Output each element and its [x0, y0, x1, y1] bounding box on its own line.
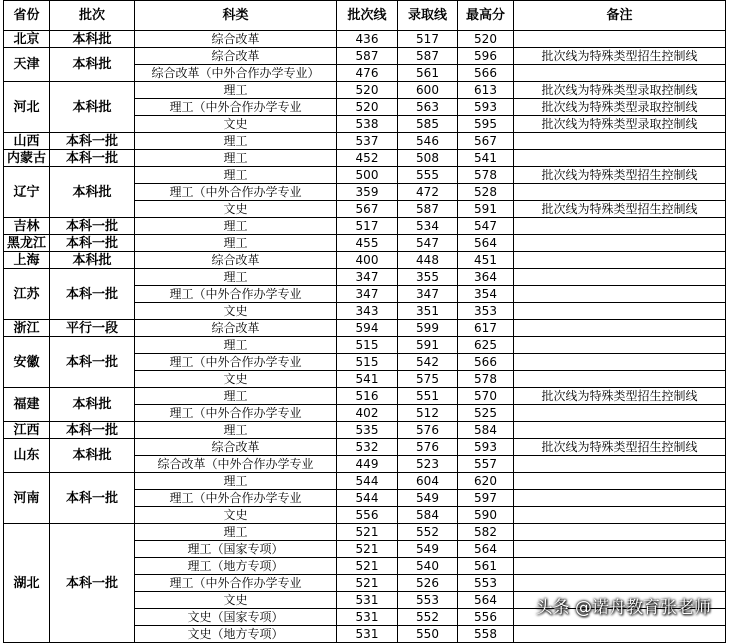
table-row	[4, 269, 726, 286]
admission-line-cell: 563	[398, 99, 458, 116]
subject-cell: 理工（中外合作办学专业	[135, 286, 337, 303]
admission-line-cell: 534	[398, 218, 458, 235]
max-score-cell: 566	[458, 354, 514, 371]
max-score-cell: 564	[458, 235, 514, 252]
notes-cell	[514, 490, 726, 507]
batch-line-cell: 587	[337, 48, 398, 65]
batch-cell: 本科一批	[50, 218, 135, 235]
province-cell: 天津	[4, 48, 50, 82]
header-max-score: 最高分	[458, 1, 514, 31]
header-batch: 批次	[50, 1, 135, 31]
batch-line-cell: 532	[337, 439, 398, 456]
subject-cell: 理工	[135, 473, 337, 490]
province-cell: 河南	[4, 473, 50, 524]
max-score-cell: 613	[458, 82, 514, 99]
max-score-cell: 528	[458, 184, 514, 201]
admission-line-cell: 549	[398, 490, 458, 507]
province-cell: 江苏	[4, 269, 50, 320]
province-cell: 内蒙古	[4, 150, 50, 167]
subject-cell: 文史	[135, 303, 337, 320]
admission-line-cell: 547	[398, 235, 458, 252]
notes-cell	[514, 269, 726, 286]
subject-cell: 文史	[135, 592, 337, 609]
max-score-cell: 570	[458, 388, 514, 405]
batch-line-cell: 520	[337, 82, 398, 99]
admission-line-cell: 448	[398, 252, 458, 269]
subject-cell: 文史	[135, 116, 337, 133]
admission-line-cell: 599	[398, 320, 458, 337]
batch-line-cell: 452	[337, 150, 398, 167]
admission-line-cell: 523	[398, 456, 458, 473]
admission-line-cell: 551	[398, 388, 458, 405]
admission-line-cell: 587	[398, 201, 458, 218]
subject-cell: 理工（国家专项）	[135, 541, 337, 558]
batch-line-cell: 402	[337, 405, 398, 422]
batch-cell: 本科一批	[50, 337, 135, 388]
max-score-cell: 591	[458, 201, 514, 218]
batch-line-cell: 359	[337, 184, 398, 201]
subject-cell: 综合改革（中外合作办学专业	[135, 456, 337, 473]
province-cell: 江西	[4, 422, 50, 439]
province-cell: 福建	[4, 388, 50, 422]
province-cell: 吉林	[4, 218, 50, 235]
table-row	[4, 218, 726, 235]
notes-cell	[514, 405, 726, 422]
notes-cell	[514, 31, 726, 48]
table-row	[4, 252, 726, 269]
province-cell: 黑龙江	[4, 235, 50, 252]
notes-cell	[514, 524, 726, 541]
max-score-cell: 578	[458, 371, 514, 388]
admission-line-cell: 552	[398, 524, 458, 541]
admission-line-cell: 585	[398, 116, 458, 133]
province-cell: 湖北	[4, 524, 50, 643]
subject-cell: 理工（中外合作办学专业	[135, 184, 337, 201]
notes-cell: 批次线为特殊类型录取控制线	[514, 82, 726, 99]
subject-cell: 理工	[135, 235, 337, 252]
subject-cell: 理工	[135, 82, 337, 99]
batch-line-cell: 516	[337, 388, 398, 405]
max-score-cell: 597	[458, 490, 514, 507]
notes-cell	[514, 303, 726, 320]
notes-cell: 批次线为特殊类型招生控制线	[514, 201, 726, 218]
notes-cell: 批次线为特殊类型招生控制线	[514, 48, 726, 65]
batch-line-cell: 343	[337, 303, 398, 320]
header-province: 省份	[4, 1, 50, 31]
max-score-cell: 620	[458, 473, 514, 490]
batch-cell: 本科批	[50, 439, 135, 473]
admission-line-cell: 584	[398, 507, 458, 524]
table-row	[4, 235, 726, 252]
batch-line-cell: 515	[337, 337, 398, 354]
max-score-cell: 553	[458, 575, 514, 592]
admission-line-cell: 526	[398, 575, 458, 592]
notes-cell: 批次线为特殊类型招生控制线	[514, 167, 726, 184]
subject-cell: 综合改革	[135, 439, 337, 456]
max-score-cell: 354	[458, 286, 514, 303]
notes-cell	[514, 507, 726, 524]
max-score-cell: 364	[458, 269, 514, 286]
batch-line-cell: 347	[337, 286, 398, 303]
admission-line-cell: 587	[398, 48, 458, 65]
admission-line-cell: 472	[398, 184, 458, 201]
batch-cell: 本科一批	[50, 133, 135, 150]
subject-cell: 综合改革	[135, 320, 337, 337]
batch-cell: 本科一批	[50, 235, 135, 252]
max-score-cell: 584	[458, 422, 514, 439]
table-row	[4, 320, 726, 337]
notes-cell	[514, 337, 726, 354]
subject-cell: 文史（国家专项）	[135, 609, 337, 626]
subject-cell: 理工	[135, 524, 337, 541]
admission-line-cell: 549	[398, 541, 458, 558]
table-row	[4, 524, 726, 541]
batch-cell: 本科批	[50, 388, 135, 422]
admission-line-cell: 351	[398, 303, 458, 320]
batch-line-cell: 455	[337, 235, 398, 252]
subject-cell: 理工（中外合作办学专业	[135, 99, 337, 116]
subject-cell: 综合改革	[135, 31, 337, 48]
admission-score-table	[3, 0, 726, 643]
subject-cell: 理工（中外合作办学专业	[135, 575, 337, 592]
header-admission-line: 录取线	[398, 1, 458, 31]
notes-cell	[514, 286, 726, 303]
table-body	[4, 31, 726, 643]
province-cell: 北京	[4, 31, 50, 48]
admission-line-cell: 604	[398, 473, 458, 490]
admission-line-cell: 517	[398, 31, 458, 48]
admission-line-cell: 512	[398, 405, 458, 422]
admission-line-cell: 542	[398, 354, 458, 371]
batch-line-cell: 544	[337, 473, 398, 490]
batch-line-cell: 567	[337, 201, 398, 218]
batch-line-cell: 556	[337, 507, 398, 524]
batch-line-cell: 594	[337, 320, 398, 337]
admission-line-cell: 576	[398, 422, 458, 439]
max-score-cell: 593	[458, 439, 514, 456]
max-score-cell: 547	[458, 218, 514, 235]
admission-line-cell: 540	[398, 558, 458, 575]
max-score-cell: 525	[458, 405, 514, 422]
table-row	[4, 337, 726, 354]
province-cell: 安徽	[4, 337, 50, 388]
max-score-cell: 558	[458, 626, 514, 643]
batch-cell: 本科一批	[50, 473, 135, 524]
subject-cell: 理工	[135, 337, 337, 354]
batch-cell: 本科批	[50, 82, 135, 133]
max-score-cell: 564	[458, 592, 514, 609]
subject-cell: 理工（中外合作办学专业	[135, 490, 337, 507]
admission-line-cell: 600	[398, 82, 458, 99]
batch-cell: 本科批	[50, 252, 135, 269]
batch-line-cell: 521	[337, 541, 398, 558]
province-cell: 山西	[4, 133, 50, 150]
notes-cell	[514, 575, 726, 592]
subject-cell: 综合改革	[135, 252, 337, 269]
notes-cell	[514, 65, 726, 82]
table-row	[4, 133, 726, 150]
max-score-cell: 617	[458, 320, 514, 337]
max-score-cell: 556	[458, 609, 514, 626]
subject-cell: 理工	[135, 167, 337, 184]
subject-cell: 理工	[135, 150, 337, 167]
admission-line-cell: 355	[398, 269, 458, 286]
batch-cell: 本科一批	[50, 150, 135, 167]
batch-line-cell: 531	[337, 592, 398, 609]
batch-line-cell: 515	[337, 354, 398, 371]
province-cell: 上海	[4, 252, 50, 269]
batch-line-cell: 531	[337, 609, 398, 626]
province-cell: 浙江	[4, 320, 50, 337]
header-subject: 科类	[135, 1, 337, 31]
subject-cell: 理工	[135, 133, 337, 150]
subject-cell: 理工	[135, 269, 337, 286]
subject-cell: 理工（中外合作办学专业	[135, 354, 337, 371]
notes-cell	[514, 150, 726, 167]
subject-cell: 文史	[135, 371, 337, 388]
max-score-cell: 541	[458, 150, 514, 167]
subject-cell: 文史	[135, 507, 337, 524]
notes-cell	[514, 133, 726, 150]
max-score-cell: 596	[458, 48, 514, 65]
notes-cell	[514, 218, 726, 235]
province-cell: 辽宁	[4, 167, 50, 218]
notes-cell	[514, 422, 726, 439]
notes-cell	[514, 473, 726, 490]
batch-line-cell: 521	[337, 558, 398, 575]
batch-cell: 本科批	[50, 48, 135, 82]
subject-cell: 理工（地方专项）	[135, 558, 337, 575]
table-row	[4, 48, 726, 65]
subject-cell: 理工（中外合作办学专业	[135, 405, 337, 422]
table-row	[4, 31, 726, 48]
batch-line-cell: 347	[337, 269, 398, 286]
max-score-cell: 593	[458, 99, 514, 116]
admission-line-cell: 553	[398, 592, 458, 609]
notes-cell	[514, 252, 726, 269]
subject-cell: 文史	[135, 201, 337, 218]
batch-line-cell: 541	[337, 371, 398, 388]
max-score-cell: 353	[458, 303, 514, 320]
admission-line-cell: 552	[398, 609, 458, 626]
notes-cell	[514, 184, 726, 201]
subject-cell: 综合改革（中外合作办学专业）	[135, 65, 337, 82]
max-score-cell: 566	[458, 65, 514, 82]
notes-cell	[514, 320, 726, 337]
batch-line-cell: 476	[337, 65, 398, 82]
notes-cell	[514, 541, 726, 558]
notes-cell	[514, 558, 726, 575]
max-score-cell: 557	[458, 456, 514, 473]
batch-line-cell: 400	[337, 252, 398, 269]
batch-line-cell: 500	[337, 167, 398, 184]
table-row	[4, 473, 726, 490]
max-score-cell: 567	[458, 133, 514, 150]
notes-cell	[514, 354, 726, 371]
admission-line-cell: 575	[398, 371, 458, 388]
notes-cell: 批次线为特殊类型招生控制线	[514, 439, 726, 456]
notes-cell: 批次线为特殊类型招生控制线	[514, 388, 726, 405]
batch-cell: 本科一批	[50, 422, 135, 439]
max-score-cell: 520	[458, 31, 514, 48]
admission-line-cell: 561	[398, 65, 458, 82]
max-score-cell: 590	[458, 507, 514, 524]
admission-line-cell: 555	[398, 167, 458, 184]
batch-line-cell: 521	[337, 575, 398, 592]
table-row	[4, 167, 726, 184]
max-score-cell: 595	[458, 116, 514, 133]
admission-line-cell: 508	[398, 150, 458, 167]
admission-line-cell: 576	[398, 439, 458, 456]
batch-cell: 本科批	[50, 167, 135, 218]
batch-cell: 本科批	[50, 31, 135, 48]
batch-line-cell: 538	[337, 116, 398, 133]
batch-line-cell: 535	[337, 422, 398, 439]
max-score-cell: 564	[458, 541, 514, 558]
batch-cell: 平行一段	[50, 320, 135, 337]
watermark-text: 头条 @诺舟教育张老师	[535, 598, 711, 618]
admission-line-cell: 347	[398, 286, 458, 303]
notes-cell: 批次线为特殊类型录取控制线	[514, 99, 726, 116]
province-cell: 河北	[4, 82, 50, 133]
batch-line-cell: 520	[337, 99, 398, 116]
batch-line-cell: 436	[337, 31, 398, 48]
batch-line-cell: 521	[337, 524, 398, 541]
admission-line-cell: 591	[398, 337, 458, 354]
table-row	[4, 388, 726, 405]
table-row	[4, 150, 726, 167]
province-cell: 山东	[4, 439, 50, 473]
header-row	[4, 1, 726, 31]
admission-line-cell: 546	[398, 133, 458, 150]
batch-line-cell: 537	[337, 133, 398, 150]
batch-line-cell: 544	[337, 490, 398, 507]
notes-cell	[514, 235, 726, 252]
batch-line-cell: 517	[337, 218, 398, 235]
batch-line-cell: 449	[337, 456, 398, 473]
max-score-cell: 582	[458, 524, 514, 541]
subject-cell: 文史（地方专项）	[135, 626, 337, 643]
max-score-cell: 561	[458, 558, 514, 575]
batch-cell: 本科一批	[50, 524, 135, 643]
table-row	[4, 439, 726, 456]
max-score-cell: 451	[458, 252, 514, 269]
subject-cell: 理工	[135, 388, 337, 405]
max-score-cell: 578	[458, 167, 514, 184]
max-score-cell: 625	[458, 337, 514, 354]
subject-cell: 理工	[135, 218, 337, 235]
batch-line-cell: 531	[337, 626, 398, 643]
table-row	[4, 82, 726, 99]
header-batch-line: 批次线	[337, 1, 398, 31]
table-row	[4, 422, 726, 439]
subject-cell: 综合改革	[135, 48, 337, 65]
subject-cell: 理工	[135, 422, 337, 439]
admission-line-cell: 550	[398, 626, 458, 643]
notes-cell	[514, 456, 726, 473]
notes-cell: 批次线为特殊类型录取控制线	[514, 116, 726, 133]
header-notes: 备注	[514, 1, 726, 31]
notes-cell	[514, 371, 726, 388]
notes-cell	[514, 626, 726, 643]
batch-cell: 本科一批	[50, 269, 135, 320]
